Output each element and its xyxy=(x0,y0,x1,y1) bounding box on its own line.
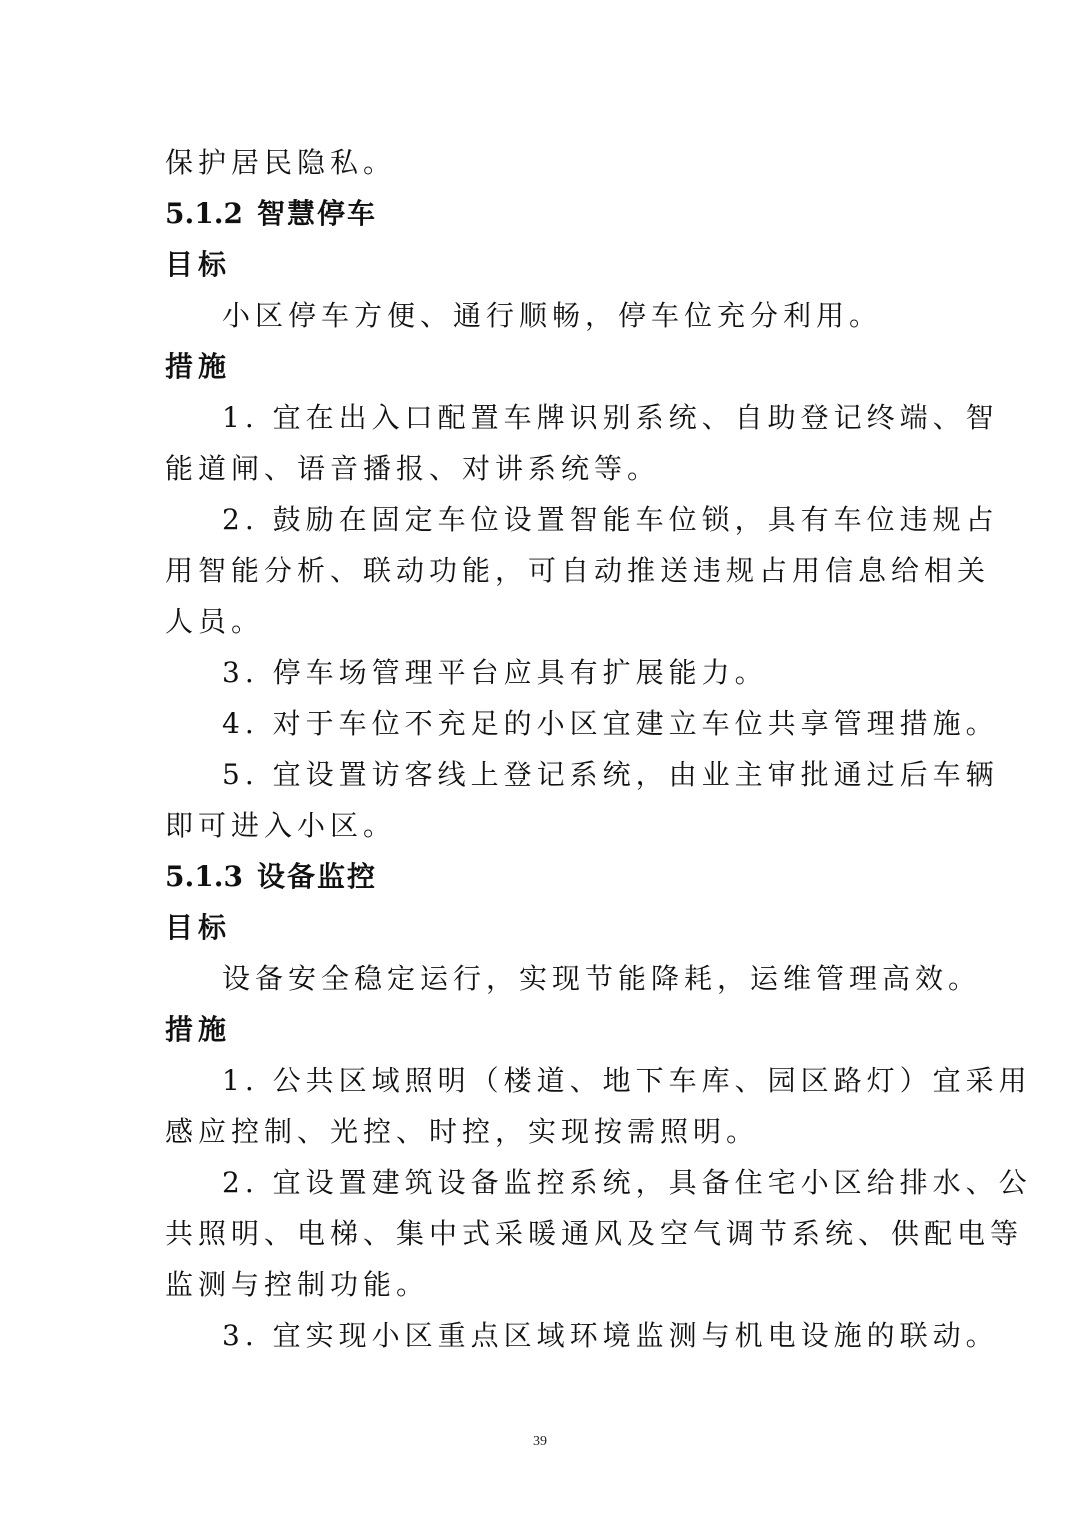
measures-label: 措施 xyxy=(165,350,232,383)
body-text-line: 保护居民隐私。 xyxy=(165,146,397,179)
document-body xyxy=(165,137,1032,1361)
measure-item-line: 即可进入小区。 xyxy=(165,809,397,842)
measure-item-line: 感应控制、光控、时控，实现按需照明。 xyxy=(165,1115,760,1148)
goal-label: 目标 xyxy=(165,248,232,281)
measure-item-line: 用智能分析、联动功能，可自动推送违规占用信息给相关 xyxy=(165,554,991,587)
page-number: 39 xyxy=(533,1434,547,1449)
section-number: 5.1.3 xyxy=(165,860,243,893)
goal-text: 小区停车方便、通行顺畅，停车位充分利用。 xyxy=(222,299,883,332)
goal-label: 目标 xyxy=(165,911,232,944)
section-number: 5.1.2 xyxy=(165,197,243,230)
measure-item-line: 人员。 xyxy=(165,605,265,638)
measure-item-line: 2. 鼓励在固定车位设置智能车位锁，具有车位违规占 xyxy=(222,503,999,536)
section-title: 智慧停车 xyxy=(256,197,377,230)
section-heading-5-1-3 xyxy=(165,851,915,902)
measure-item-line: 3. 宜实现小区重点区域环境监测与机电设施的联动。 xyxy=(222,1319,999,1352)
measure-item-line: 3. 停车场管理平台应具有扩展能力。 xyxy=(222,656,768,689)
measure-item-line: 2. 宜设置建筑设备监控系统，具备住宅小区给排水、公 xyxy=(222,1166,1032,1199)
measure-item-line: 1. 宜在出入口配置车牌识别系统、自助登记终端、智 xyxy=(222,401,999,434)
measure-item-line: 能道闸、语音播报、对讲系统等。 xyxy=(165,452,661,485)
section-title: 设备监控 xyxy=(256,860,377,893)
measure-item-line: 共照明、电梯、集中式采暖通风及空气调节系统、供配电等 xyxy=(165,1217,1024,1250)
goal-text: 设备安全稳定运行，实现节能降耗，运维管理高效。 xyxy=(222,962,982,995)
measure-item-line: 5. 宜设置访客线上登记系统，由业主审批通过后车辆 xyxy=(222,758,999,791)
measure-item-line: 1. 公共区域照明（楼道、地下车库、园区路灯）宜采用 xyxy=(222,1064,1032,1097)
measure-item-line: 监测与控制功能。 xyxy=(165,1268,430,1301)
section-heading-5-1-2 xyxy=(165,188,915,239)
measure-item-line: 4. 对于车位不充足的小区宜建立车位共享管理措施。 xyxy=(222,707,999,740)
measures-label: 措施 xyxy=(165,1013,232,1046)
